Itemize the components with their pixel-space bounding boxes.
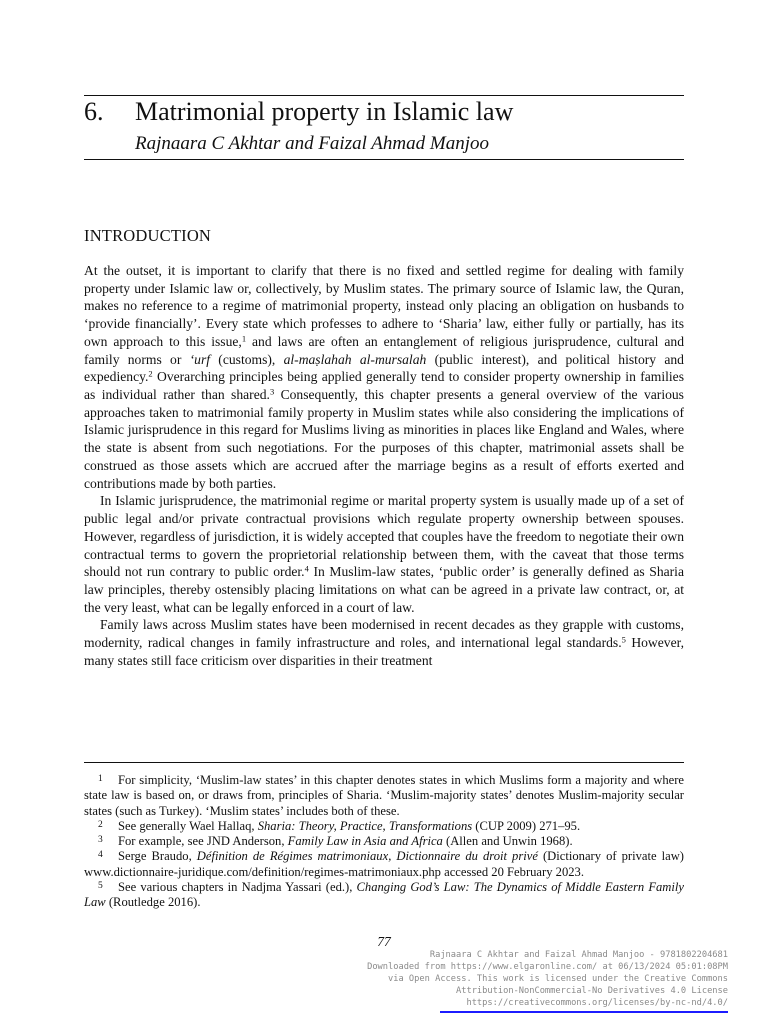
footnote-ref: 1 xyxy=(241,333,247,344)
download-watermark xyxy=(367,949,728,1009)
italic-text: Family Law in Asia and Africa xyxy=(287,834,443,849)
text-run: In Islamic jurisprudence, the matrimonial regime or marital property system is usually made up of a set of public legal and/or private contractual provisions which regulate property ownership between spouses. However, regardless of jurisdiction, it is widely accepted that couples have the freedom to negotiate their own contractual terms to govern the proprietorial relationship between them, with the caveat that those terms should not run contrary to public order. xyxy=(84,493,684,580)
footnotes xyxy=(84,773,684,911)
footnote-text xyxy=(84,773,684,818)
italic-text: al-maṣlahah al-mursalah xyxy=(283,351,427,367)
watermark-line: Attribution-NonCommercial-No Derivatives 4.0 License xyxy=(456,986,728,997)
chapter-number: 6. xyxy=(84,97,104,126)
footnote-ref: 2 xyxy=(148,368,153,379)
italic-text: ‘urf xyxy=(189,351,211,367)
license-link-underline xyxy=(440,1011,728,1013)
text-run: However, many states still face criticism over disparities in their treatment xyxy=(84,635,684,668)
text-run: See generally Wael Hallaq, xyxy=(118,818,258,833)
text-run: (Dictionary of private law) www.dictionnaire-juridique.com/definition/regimes-matrimoniaux.php accessed 20 February 2023. xyxy=(84,849,684,879)
text-run: In Muslim-law states, ‘public order’ is generally defined as Sharia law principles, thereby ostensibly placing limitations on what can be agreed in a private law contract, or, at the very least, what can be legally enforced in a court of law. xyxy=(84,564,684,615)
watermark-line: Rajnaara C Akhtar and Faizal Ahmad Manjoo - 9781802204681 xyxy=(429,950,728,960)
text-run: At the outset, it is important to clarify that there is no fixed and settled regime for dealing with family property under Islamic law or, collectively, by Muslim states. The primary source of Islamic law, the Quran, makes no reference to a regime of matrimonial property, instead only placing an obligation on husbands to ‘provide financially’. Every state which professes to adhere to ‘Sharia’ law, either fully or partially, has its own approach to this issue, xyxy=(84,263,684,349)
paragraph xyxy=(84,616,684,669)
text-run: (customs), xyxy=(210,351,284,367)
text-run: (Routledge 2016). xyxy=(105,895,201,910)
footnote: 5 See various chapters in Nadjma Yassari (ed.), Changing God’s Law: The Dynamics of Middle Eastern Family Law (Routledge 2016). xyxy=(84,880,684,910)
text-run: For example, see JND Anderson, xyxy=(118,834,288,849)
footnote: 2 See generally Wael Hallaq, Sharia: Theory, Practice, Transformations (CUP 2009) 271–95. xyxy=(98,818,581,833)
paragraph xyxy=(84,492,684,616)
text-run: Family laws across Muslim states have been modernised in recent decades as they grapple with customs, modernity, radical changes in family infrastructure and roles, and international legal standards. xyxy=(84,617,684,651)
license-link[interactable]: https://creativecommons.org/licenses/by-nc-nd/4.0/ xyxy=(466,998,728,1009)
watermark-line: via Open Access. This work is licensed under the Creative Commons xyxy=(388,974,728,985)
text-run: Overarching principles being applied generally tend to consider property ownership in families as individual rather than shared. xyxy=(84,369,684,403)
text-run: (CUP 2009) 271–95. xyxy=(472,818,581,833)
text-run: See various chapters in Nadjma Yassari (ed.), xyxy=(118,880,357,895)
footnote-text xyxy=(118,819,580,833)
paragraph xyxy=(84,262,684,492)
footnote-ref: 5 xyxy=(621,634,626,645)
chapter-authors: Rajnaara C Akhtar and Faizal Ahmad Manjoo xyxy=(135,133,489,154)
italic-text: Sharia: Theory, Practice, Transformations xyxy=(257,818,473,833)
footnote: 3 For example, see JND Anderson, Family Law in Asia and Africa (Allen and Unwin 1968). xyxy=(98,834,573,849)
text-run: (public interest), and political history and expediency. xyxy=(84,351,684,385)
title-bottom-rule xyxy=(84,159,684,160)
body-text xyxy=(84,262,684,670)
text-run: and laws are often an entanglement of religious jurisprudence, cultural and family norms or xyxy=(84,333,684,367)
page-number: 77 xyxy=(377,934,391,949)
footnote-ref: 3 xyxy=(269,386,275,397)
text-run: (Allen and Unwin 1968). xyxy=(442,834,573,849)
watermark-line: Downloaded from https://www.elgaronline.com/ at 06/13/2024 05:01:08PM xyxy=(367,962,728,973)
text-run: Serge Braudo, xyxy=(118,849,197,864)
footnote: 1 For simplicity, ‘Muslim-law states’ in this chapter denotes states in which Muslims form a majority and where state law is based on, or draws from, principles of Sharia. ‘Muslim-majority states’ denotes Muslim-majority secular states (such as Turkey). ‘Muslim states’ includes both of these. xyxy=(84,773,684,818)
footnote-text xyxy=(84,849,684,878)
text-run: Consequently, this chapter presents a general overview of the various approaches taken to matrimonial family property in Muslim states while also considering the implications of Islamic jurisprudence in this regard for Muslims living as minorities in places like England and Wales, where the state is absent from such negotiations. For the purposes of this chapter, matrimonial assets shall be construed as those assets which are accrued after the marriage begins as a result of efforts exerted and contributions made by both parties. xyxy=(84,387,684,491)
footnote-ref: 4 xyxy=(304,563,309,574)
italic-text: Définition de Régimes matrimoniaux, Dictionnaire du droit privé xyxy=(196,849,538,864)
footnote: 4 Serge Braudo, Définition de Régimes matrimoniaux, Dictionnaire du droit privé (Dictionary of private law) www.dictionnaire-juridique.com/definition/regimes-matrimoniaux.php accessed 20 February 2023. xyxy=(84,849,684,879)
chapter-title: Matrimonial property in Islamic law xyxy=(135,97,514,126)
footnote-text xyxy=(118,834,573,848)
italic-text: Changing God’s Law: The Dynamics of Middle Eastern Family Law xyxy=(84,880,684,910)
footnote-text xyxy=(84,880,684,909)
text-run: For simplicity, ‘Muslim-law states’ in this chapter denotes states in which Muslims form a majority and where state law is based on, or draws from, principles of Sharia. ‘Muslim-majority states’ denotes Muslim-majority secular states (such as Turkey). ‘Muslim states’ includes both of these. xyxy=(84,773,684,818)
section-heading: INTRODUCTION xyxy=(84,226,212,245)
footnote-separator xyxy=(84,762,684,763)
